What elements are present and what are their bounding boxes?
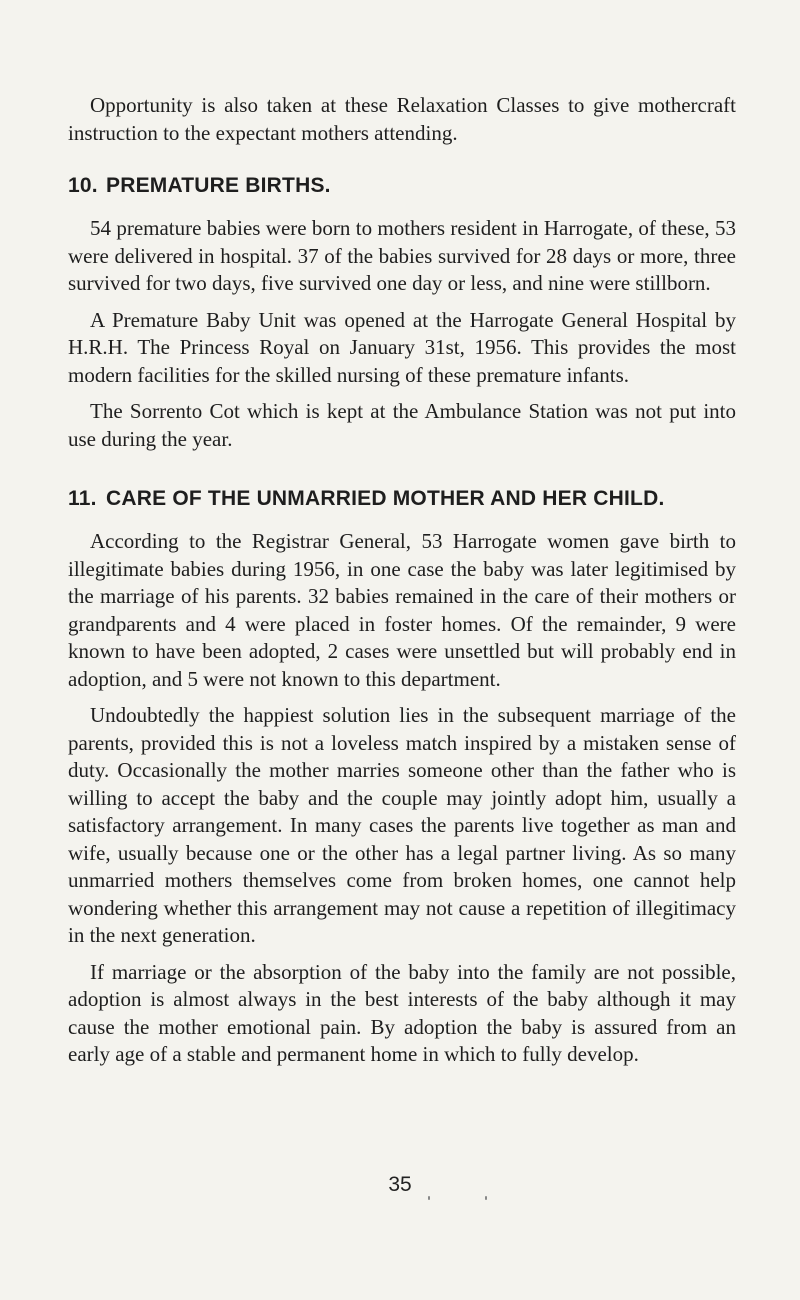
print-speck: [485, 1196, 487, 1200]
section-11-paragraph: According to the Registrar General, 53 Harrogate women gave birth to illegitimate babies during 1956, in one case the baby was later legitimised by the marriage of his parents. 32 babies remained in the care of their mothers or grandparents and 4 were placed in foster homes. Of the remainder, 9 were known to have been adopted, 2 cases were unsettled but will probably end in adoption, and 5 were not known to this department.: [68, 529, 736, 691]
section-10-heading: [68, 173, 736, 199]
section-11-paragraph: If marriage or the absorption of the baby into the family are not possible, adoption is almost always in the best interests of the baby although it may cause the mother emotional pain. By adoption the baby is assured from an early age of a stable and permanent home in which to fully develop.: [68, 959, 736, 1066]
print-speck: [428, 1196, 430, 1200]
section-11-title: CARE OF THE UNMARRIED MOTHER AND HER CHILD.: [106, 487, 665, 510]
page-number: 35: [388, 1173, 412, 1196]
section-10-number: 10.: [68, 174, 98, 197]
section-10-title: PREMATURE BIRTHS.: [106, 174, 331, 197]
section-10-paragraph: 54 premature babies were born to mothers resident in Harrogate, of these, 53 were delivered in hospital. 37 of the babies survived for 28 days or more, three survived for two days, five survived one day or less, and nine were stillborn.: [68, 216, 736, 295]
document-page: [68, 92, 736, 1069]
section-11-number: 11.: [68, 487, 97, 510]
section-11-paragraph: Undoubtedly the happiest solution lies in the subsequent marriage of the parents, provided this is not a loveless match inspired by a mistaken sense of duty. Occasionally the mother marries someone other than the father who is willing to accept the baby and the couple may jointly adopt him, usually a satisfactory arrangement. In many cases the parents live together as man and wife, usually because one or the other has a legal partner living. As so many unmarried mothers themselves come from broken homes, one cannot help wondering whether this arrangement may not cause a repetition of illegitimacy in the next generation.: [68, 703, 736, 947]
section-11-heading: [68, 486, 736, 512]
section-10-paragraph: The Sorrento Cot which is kept at the Ambulance Station was not put into use during the year.: [68, 399, 736, 451]
intro-paragraph: Opportunity is also taken at these Relaxation Classes to give mothercraft instruction to the expectant mothers attending.: [68, 93, 736, 145]
section-10-paragraph: A Premature Baby Unit was opened at the Harrogate General Hospital by H.R.H. The Princess Royal on January 31st, 1956. This provides the most modern facilities for the skilled nursing of these premature infants.: [68, 307, 736, 387]
